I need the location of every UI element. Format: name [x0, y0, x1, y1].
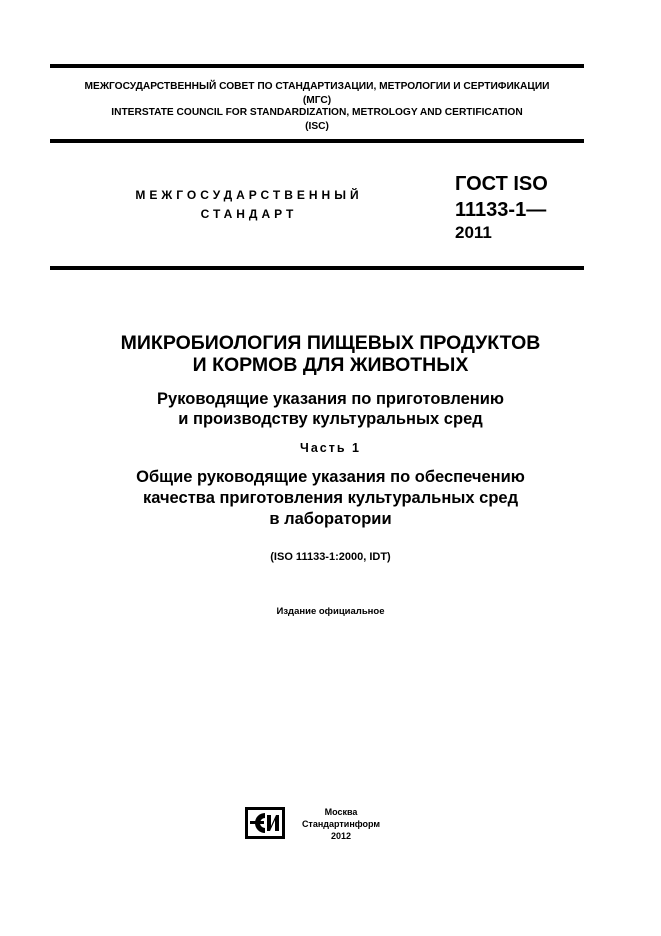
publisher-name: Стандартинформ: [301, 819, 381, 829]
iso-reference: (ISO 11133-1:2000, IDT): [270, 551, 391, 563]
part-title-line3: в лаборатории: [269, 510, 392, 528]
top-rule: [50, 64, 584, 68]
middle-rule: [50, 139, 584, 143]
subtitle-line2: и производству культуральных сред: [178, 410, 483, 428]
bottom-rule: [50, 266, 584, 270]
council-abbr-en: (ISC): [305, 121, 329, 132]
standard-code-line1: ГОСТ ISO: [455, 173, 548, 195]
standard-code-line3: 2011: [455, 223, 492, 242]
part-title-line1: Общие руководящие указания по обеспечению: [136, 468, 525, 486]
main-title-line1: МИКРОБИОЛОГИЯ ПИЩЕВЫХ ПРОДУКТОВ: [120, 332, 541, 354]
main-title-line2: И КОРМОВ ДЛЯ ЖИВОТНЫХ: [192, 354, 469, 376]
publisher-year: 2012: [330, 831, 352, 841]
publisher-city: Москва: [324, 807, 358, 817]
standard-kind-line2: СТАНДАРТ: [200, 207, 298, 221]
council-name-en: INTERSTATE COUNCIL FOR STANDARDIZATION, METROLOGY AND CERTIFICATION: [111, 107, 523, 118]
council-name-ru: МЕЖГОСУДАРСТВЕННЫЙ СОВЕТ ПО СТАНДАРТИЗАЦИИ, МЕТРОЛОГИИ И СЕРТИФИКАЦИИ: [84, 81, 550, 92]
standartinform-logo-icon: [245, 807, 285, 839]
standard-kind-line1: МЕЖГОСУДАРСТВЕННЫЙ: [135, 188, 363, 202]
edition-note: Издание официальное: [276, 606, 385, 617]
subtitle-line1: Руководящие указания по приготовлению: [157, 390, 504, 408]
council-abbr-ru: (МГС): [302, 95, 332, 106]
part-title-line2: качества приготовления культуральных сред: [142, 489, 519, 507]
standard-code-line2: 11133-1—: [455, 199, 547, 221]
part-label: Часть 1: [300, 441, 361, 455]
